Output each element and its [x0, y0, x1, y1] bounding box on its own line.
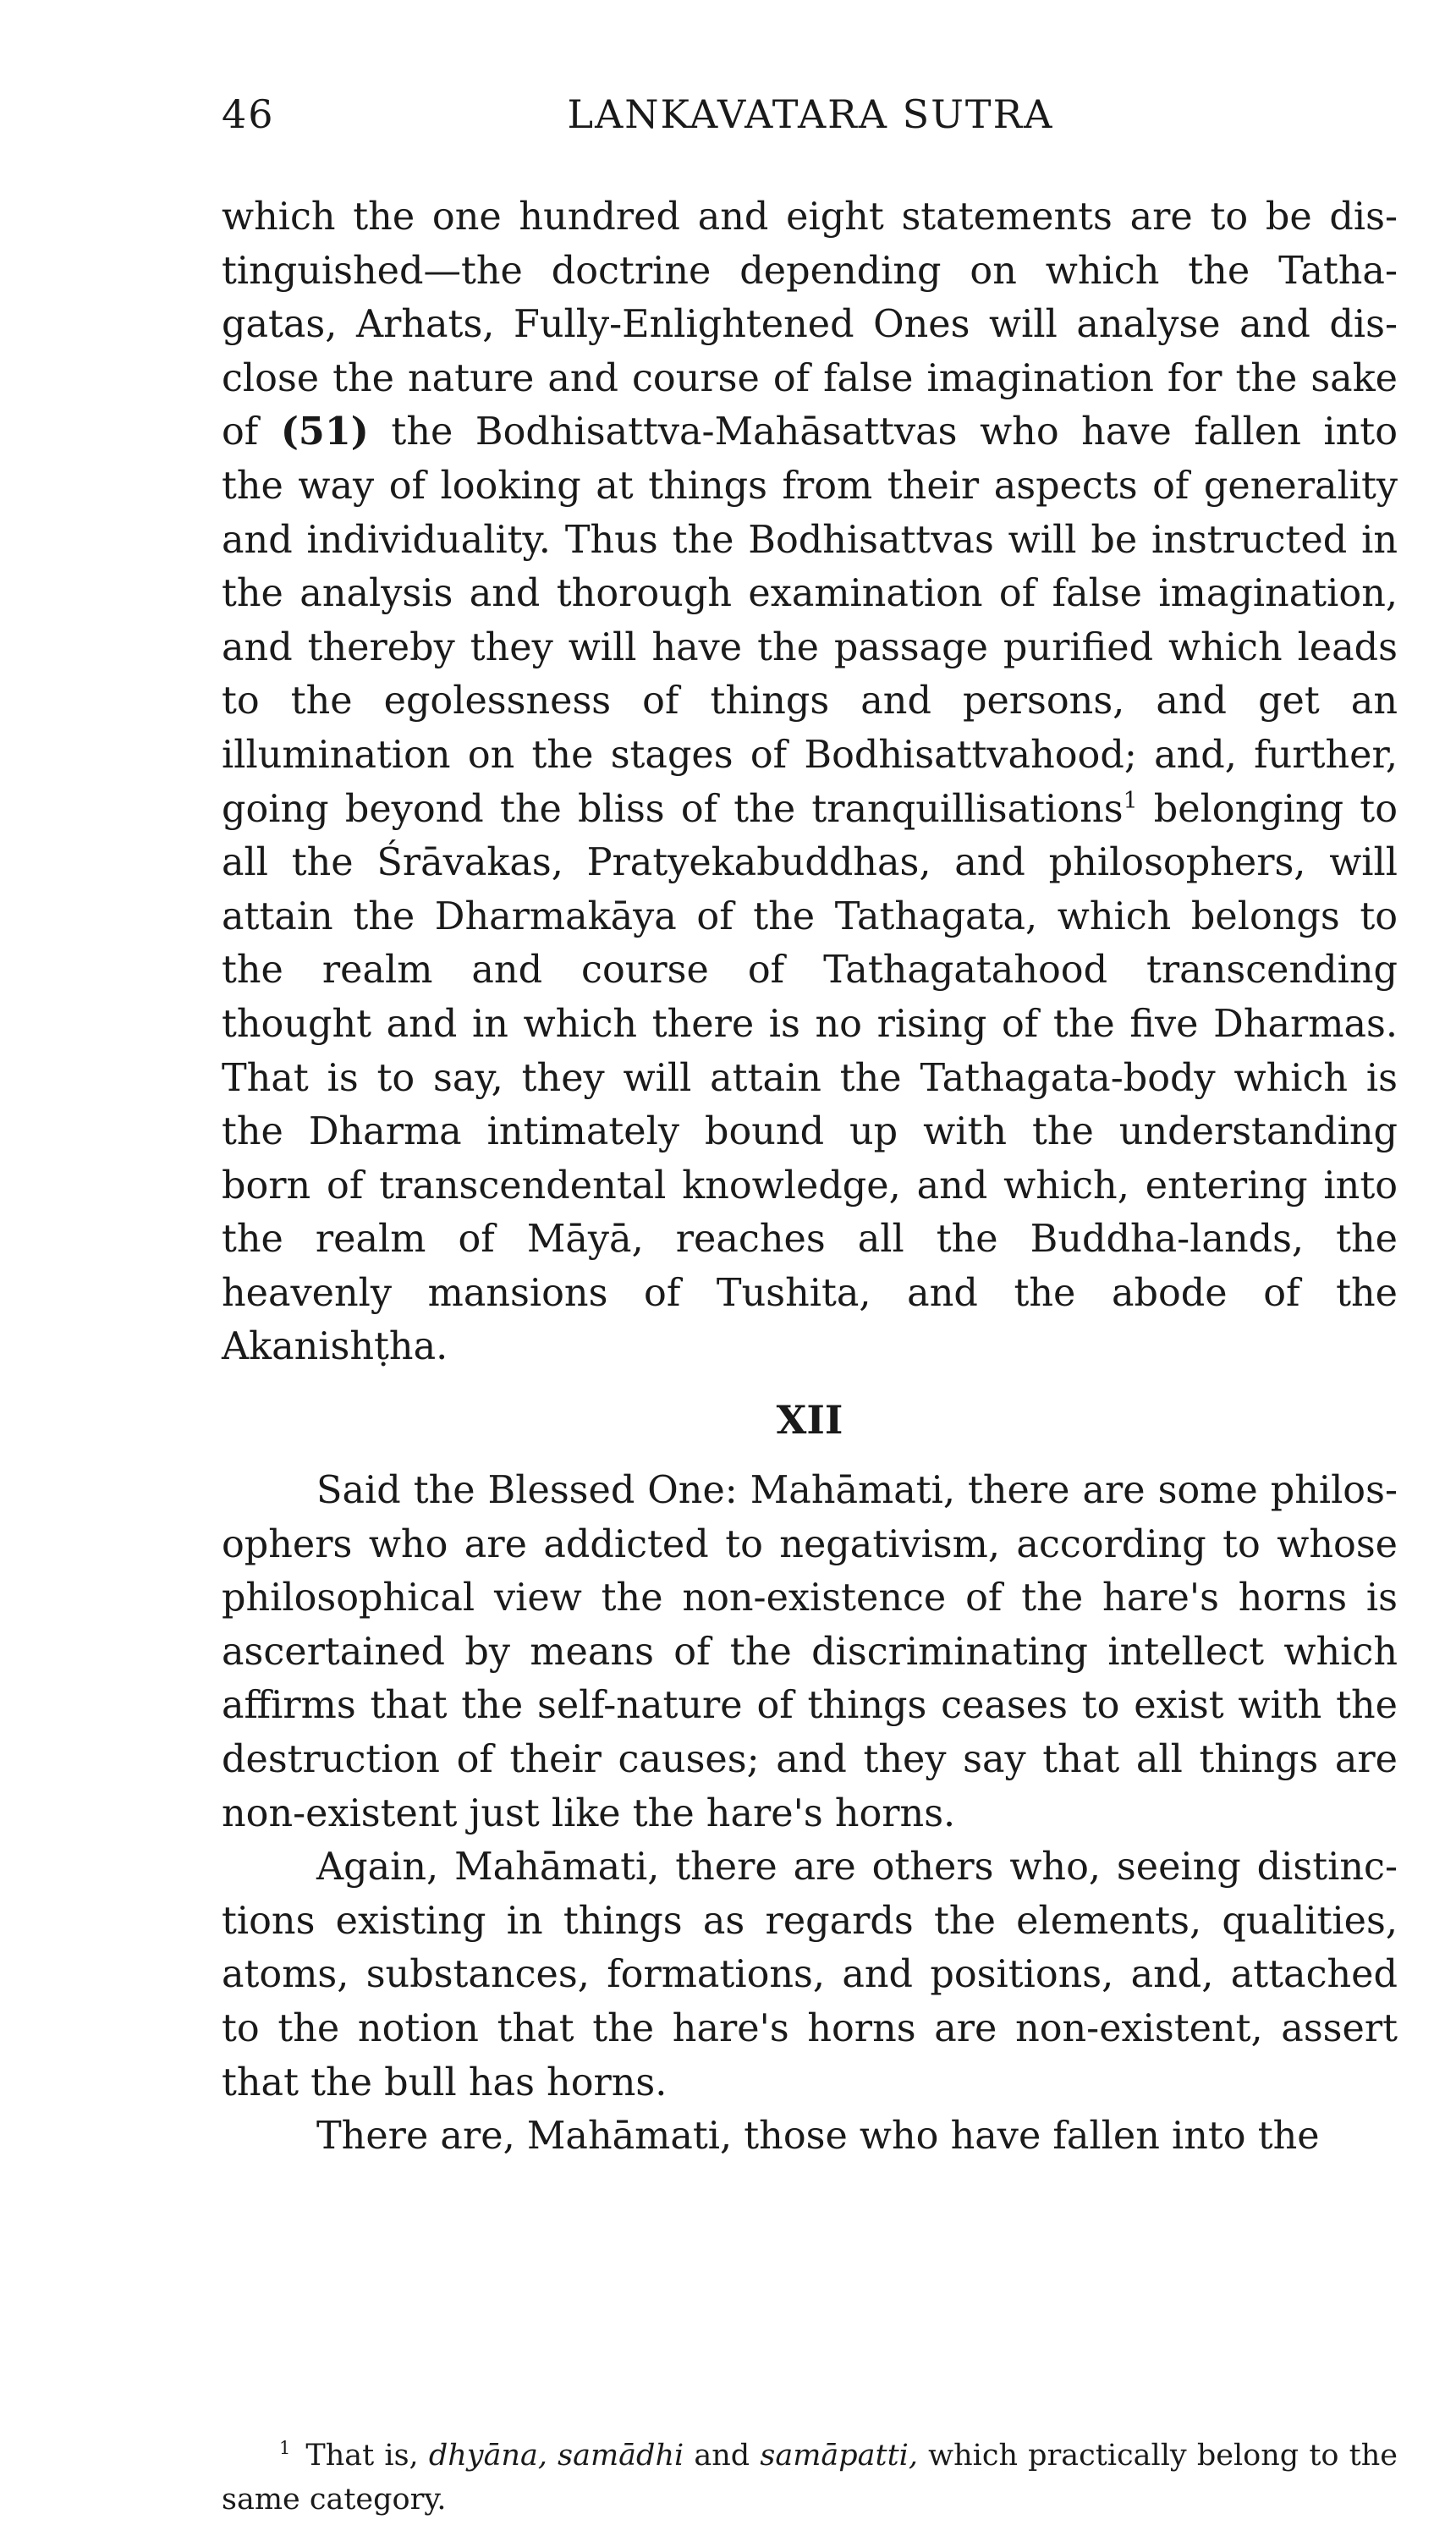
paragraph-continuation: [222, 190, 1398, 1374]
section-heading: XII: [776, 1397, 843, 1444]
page-number: 46: [222, 91, 275, 137]
footnote: [222, 2434, 1398, 2522]
paragraph: There are, Mahāmati, those who have fallen into the: [316, 2115, 1320, 2159]
footnote-term: samāpatti,: [760, 2439, 918, 2473]
footnote-marker: 1: [279, 2438, 291, 2459]
footnote-text: which practically belong to the same category.: [222, 2439, 1398, 2517]
footnote-term: samādhi: [558, 2439, 684, 2473]
footnote-text: That is,: [305, 2439, 429, 2473]
paragraph: Again, Mahāmati, there are others who, seeing distinctions existing in things as regards the elements, qualities, atoms, substances, formations, and positions, and, attached to the notion that the hare's horns are non-existent, assert that the bull has horns.: [222, 1846, 1398, 2104]
original-page-marker: (51): [280, 410, 369, 454]
footnote-text: [547, 2439, 558, 2473]
body-text: [222, 190, 1398, 2164]
running-title: LANKAVATARA SUTRA: [567, 91, 1054, 137]
paragraph-text: belonging to all the Śrāvakas, Pratyekabuddhas, and philosophers, will attain the Dharmakāya of the Tathagata, which belongs to the realm and course of Tathagatahood transcending thought and in which there is no rising of the five Dharmas. That is to say, they will attain the Tathagata-body which is the Dharma intimately bound up with the understanding born of transcendental knowledge, and which, entering into the realm of Māyā, reaches all the Buddha-lands, the heavenly mansions of Tushita, and the abode of the Akanishṭha.: [222, 787, 1398, 1369]
footnote-reference[interactable]: 1: [1123, 787, 1138, 814]
footnote-term: dhyāna,: [428, 2439, 547, 2473]
paragraph-text: which the one hundred and eight statements are to be distinguished—the doctrine depending on which the Tathagatas, Arhats, Fully-Enlightened Ones will analyse and disclose the nature and course of false imagination for the sake of: [222, 195, 1398, 454]
footnotes: [222, 2434, 1398, 2522]
footnote-text: and: [684, 2439, 761, 2473]
paragraph: Said the Blessed One: Mahāmati, there are some philosophers who are addicted to negativism, according to whose philosophical view the non-existence of the hare's horns is ascertained by means of the discriminating intellect which affirms that the self-nature of things ceases to exist with the destruction of their causes; and they say that all things are non-existent just like the hare's horns.: [222, 1469, 1398, 1835]
paragraph-text: the Bodhisattva-Mahāsattvas who have fallen into the way of looking at things from their aspects of generality and individuality. Thus the Bodhisattvas will be instructed in the analysis and thorough examination of false imagination, and thereby they will have the passage purified which leads to the egolessness of things and persons, and get an illumination on the stages of Bodhisattvahood; and, further, going beyond the bliss of the tranquillisations: [222, 410, 1398, 831]
page-header: [222, 91, 1399, 142]
